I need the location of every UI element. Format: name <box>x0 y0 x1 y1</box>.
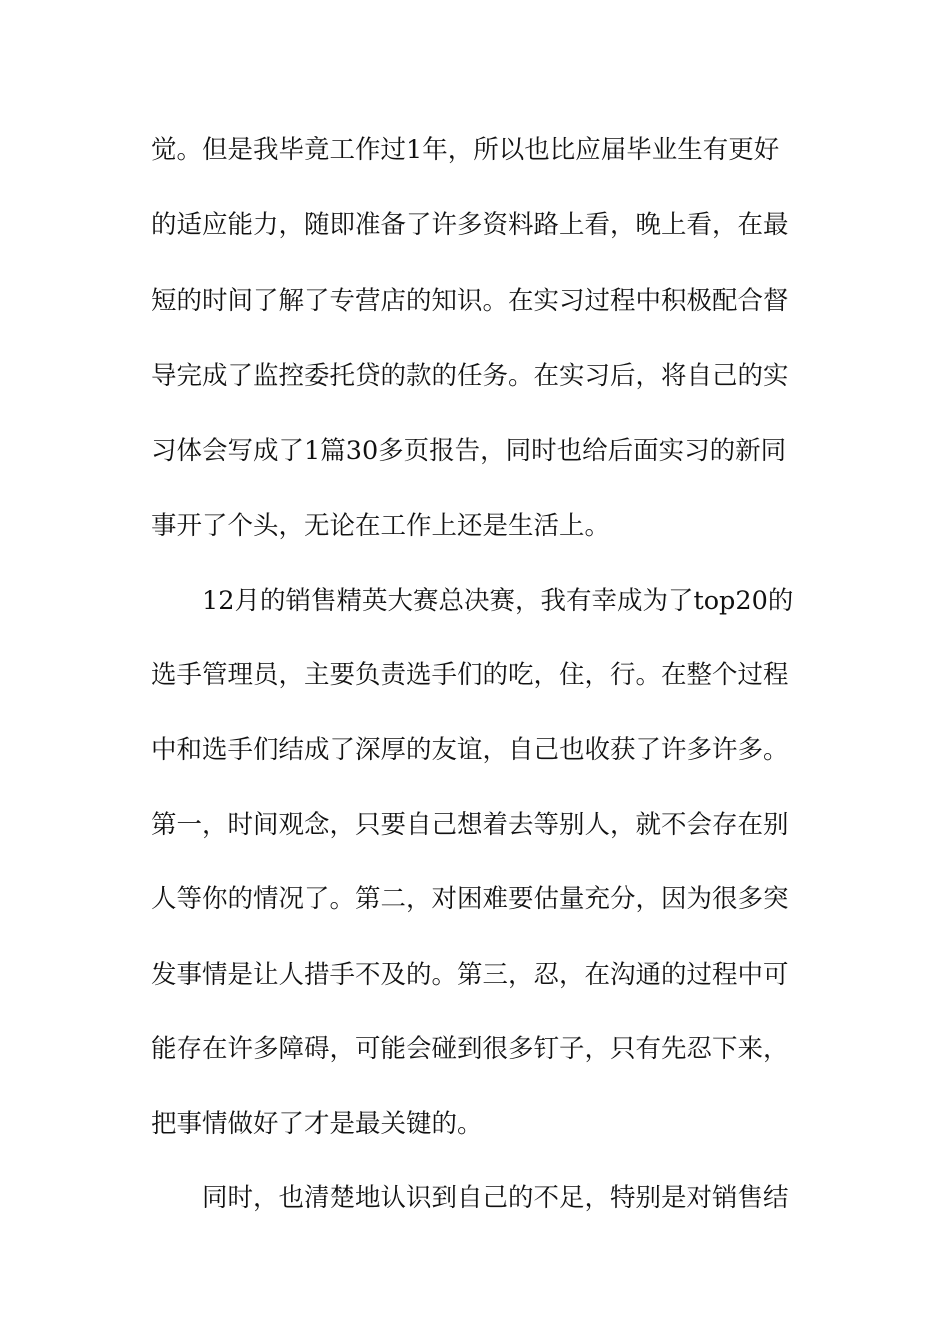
paragraph-line: 短的时间了解了专营店的知识。在实习过程中积极配合督 <box>151 286 789 316</box>
paragraph-line: 导完成了监控委托贷的款的任务。在实习后，将自己的实 <box>151 361 789 391</box>
paragraph-line: 中和选手们结成了深厚的友谊，自己也收获了许多许多。 <box>151 735 789 765</box>
paragraph-line: 能存在许多障碍，可能会碰到很多钉子，只有先忍下来， <box>151 1034 789 1064</box>
paragraph-line: 选手管理员，主要负责选手们的吃，住，行。在整个过程 <box>151 660 789 690</box>
paragraph-line: 12月的销售精英大赛总决赛，我有幸成为了top20的 <box>202 586 794 616</box>
paragraph-line: 同时，也清楚地认识到自己的不足，特别是对销售结 <box>202 1183 789 1213</box>
paragraph-line: 发事情是让人措手不及的。第三，忍，在沟通的过程中可 <box>151 960 789 990</box>
paragraph-line: 人等你的情况了。第二，对困难要估量充分，因为很多突 <box>151 884 789 914</box>
paragraph-line: 第一，时间观念，只要自己想着去等别人，就不会存在别 <box>151 810 789 840</box>
paragraph-line: 把事情做好了才是最关键的。 <box>151 1109 483 1139</box>
paragraph-line: 觉。但是我毕竟工作过1年，所以也比应届毕业生有更好 <box>151 135 780 165</box>
paragraph-line: 的适应能力，随即准备了许多资料路上看，晚上看，在最 <box>151 210 789 240</box>
paragraph-line: 习体会写成了1篇30多页报告，同时也给后面实习的新同 <box>151 436 787 466</box>
paragraph-line: 事开了个头，无论在工作上还是生活上。 <box>151 511 611 541</box>
